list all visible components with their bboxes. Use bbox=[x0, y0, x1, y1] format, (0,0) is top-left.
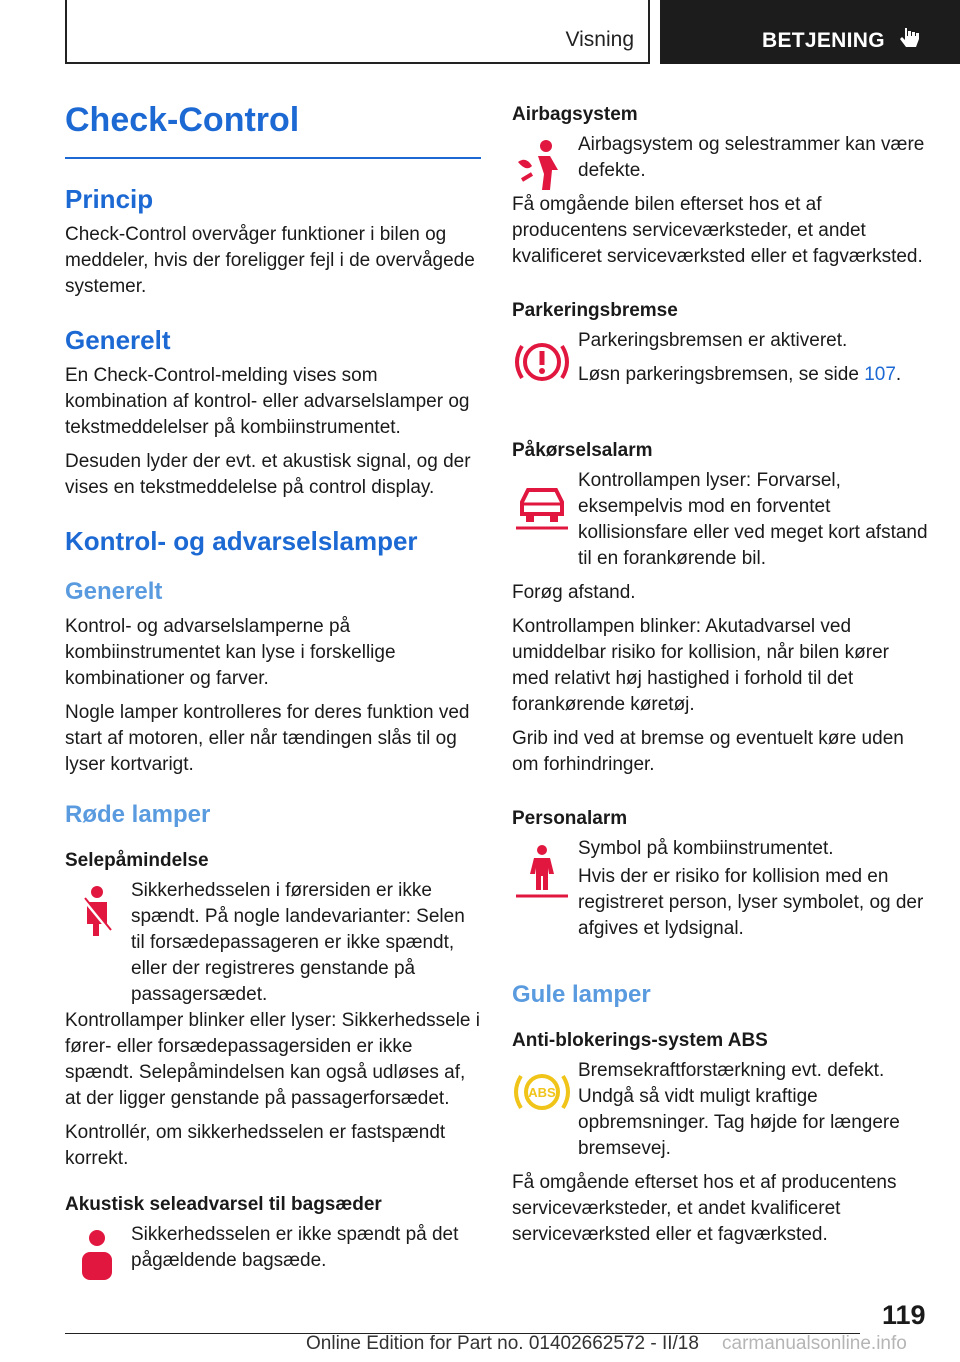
principle-heading: Princip bbox=[65, 184, 154, 215]
general-paragraph-2: Desuden lyder der evt. et akustisk signal, og der vises en tekstmeddelelse på control display. bbox=[65, 450, 471, 498]
lamps-paragraph-1: Kontrol- og advarselslamperne på kombiinstrumentet kan lyse i forskellige kombinationer og farver. bbox=[65, 615, 396, 689]
lamps-heading: Kontrol- og advarselslamper bbox=[65, 525, 418, 556]
page-link-107[interactable]: 107 bbox=[864, 364, 896, 385]
parking-block bbox=[512, 328, 930, 418]
seatbelt-block bbox=[65, 878, 481, 1008]
parking-heading: Parkeringsbremse bbox=[512, 300, 678, 321]
rear-seat-person-icon bbox=[65, 1226, 125, 1286]
hand-pointer-icon bbox=[898, 26, 922, 52]
parking-brake-icon bbox=[512, 332, 572, 392]
parking-paragraph-2 bbox=[512, 362, 930, 388]
collision-heading: Påkørselsalarm bbox=[512, 440, 653, 461]
person-warning-icon bbox=[512, 840, 572, 900]
rear-seatbelt-heading: Akustisk seleadvarsel til bagsæder bbox=[65, 1193, 382, 1215]
airbag-block bbox=[512, 132, 930, 184]
abs-paragraph-2: Få omgående efterset hos et af producentens serviceværksteder, et andet kvalificeret serviceværksted eller et fagværksted. bbox=[512, 1172, 897, 1246]
watermark: carmanualsonline.info bbox=[722, 1333, 907, 1354]
abs-paragraph-1: Bremsekraftforstærkning evt. defekt. Undgå så vidt muligt kraftige opbremsninger. Tag højde for længere bremsevej. bbox=[578, 1060, 900, 1160]
person-paragraph-2: Hvis der er risiko for kollision med en registreret person, lyser symbolet, og der afgives et lydsignal. bbox=[578, 866, 924, 939]
seatbelt-warning-icon bbox=[65, 882, 125, 942]
collision-paragraph-3: Kontrollampen blinker: Akutadvarsel ved umiddelbar risiko for kollision, når bilen kører med relativt høj hastighed i forhold til det forankørende køretøj. bbox=[512, 616, 889, 715]
seatbelt-paragraph-3: Kontrollér, om sikkerhedsselen er fastspændt korrekt. bbox=[65, 1121, 446, 1169]
airbag-paragraph-1: Airbagsystem og selestrammer kan være defekte. bbox=[578, 134, 925, 181]
parking-text: Løsn parkeringsbremsen, se side bbox=[578, 364, 865, 385]
lamps-paragraph-2: Nogle lamper kontrolleres for deres funktion ved start af motoren, eller når tændingen slås til og lyser kortvarigt. bbox=[65, 701, 470, 775]
collision-paragraph-4: Grib ind ved at bremse og eventuelt køre uden om forhindringer. bbox=[512, 728, 904, 775]
abs-warning-icon bbox=[512, 1062, 572, 1122]
seatbelt-heading: Selepåmindelse bbox=[65, 849, 209, 871]
title-divider bbox=[65, 157, 481, 159]
header-section-label: Visning bbox=[565, 28, 634, 51]
parking-suffix: . bbox=[895, 364, 902, 385]
abs-block bbox=[512, 1058, 930, 1162]
yellow-lamps-heading: Gule lamper bbox=[512, 981, 651, 1008]
person-paragraph-1: Symbol på kombiinstrumentet. bbox=[578, 838, 834, 859]
general-paragraph-1: En Check-Control-melding vises som kombination af kontrol- eller advarselslamper og tekstmeddelelser på kombiinstrumentet. bbox=[65, 364, 470, 438]
red-lamps-heading: Røde lamper bbox=[65, 800, 211, 828]
person-heading: Personalarm bbox=[512, 808, 628, 829]
abs-heading: Anti-blokerings-system ABS bbox=[512, 1030, 768, 1052]
principle-text: Check-Control overvåger funktioner i bilen og meddeler, hvis der foreligger fejl i de overvågede systemer. bbox=[65, 223, 475, 297]
airbag-paragraph-2: Få omgående bilen efterset hos et af producentens serviceværksteder, et andet kvalificeret serviceværksted eller et fagværksted. bbox=[512, 194, 923, 267]
svg-text:ABS: ABS bbox=[528, 1085, 556, 1101]
collision-warning-car-icon bbox=[512, 472, 572, 532]
collision-paragraph-1: Kontrollampen lyser: Forvarsel, eksempelvis mod en forventet kollisionsfare eller ved meget kort afstand til en forankørende bil. bbox=[578, 470, 928, 569]
header-chapter-label: BETJENING bbox=[762, 29, 885, 52]
parking-paragraph-1: Parkeringsbremsen er aktiveret. bbox=[578, 330, 848, 351]
page-number: 119 bbox=[882, 1300, 926, 1330]
person-block bbox=[512, 836, 930, 862]
rear-seatbelt-paragraph: Sikkerhedsselen er ikke spændt på det pågældende bagsæde. bbox=[131, 1223, 459, 1271]
seatbelt-paragraph-1: Sikkerhedsselen i førersiden er ikke spændt. På nogle landevarianter: Selen til forsædepassageren er ikke spændt, eller der registreres genstande på passagersædet. bbox=[131, 879, 465, 1005]
footer-edition: Online Edition for Part no. 01402662572 - II/18 bbox=[306, 1333, 699, 1354]
header-section-tab bbox=[65, 0, 650, 64]
airbag-icon bbox=[512, 136, 572, 196]
right-column bbox=[512, 104, 930, 1256]
lamps-sub-heading: Generelt bbox=[65, 578, 163, 606]
header-chapter-tab[interactable] bbox=[660, 0, 960, 64]
page-title: Check-Control bbox=[65, 101, 300, 139]
left-column bbox=[65, 96, 481, 1312]
collision-paragraph-2: Forøg afstand. bbox=[512, 582, 636, 603]
collision-block bbox=[512, 468, 930, 572]
seatbelt-paragraph-2: Kontrollamper blinker eller lyser: Sikkerhedssele i fører- eller forsædepassagersiden er ikke spændt. Selepåmindelsen kan også udløses af, at der ligger genstande på passagerforsædet. bbox=[65, 1009, 481, 1109]
general-heading: Generelt bbox=[65, 324, 171, 355]
airbag-heading: Airbagsystem bbox=[512, 104, 638, 125]
rear-seatbelt-block bbox=[65, 1222, 481, 1312]
